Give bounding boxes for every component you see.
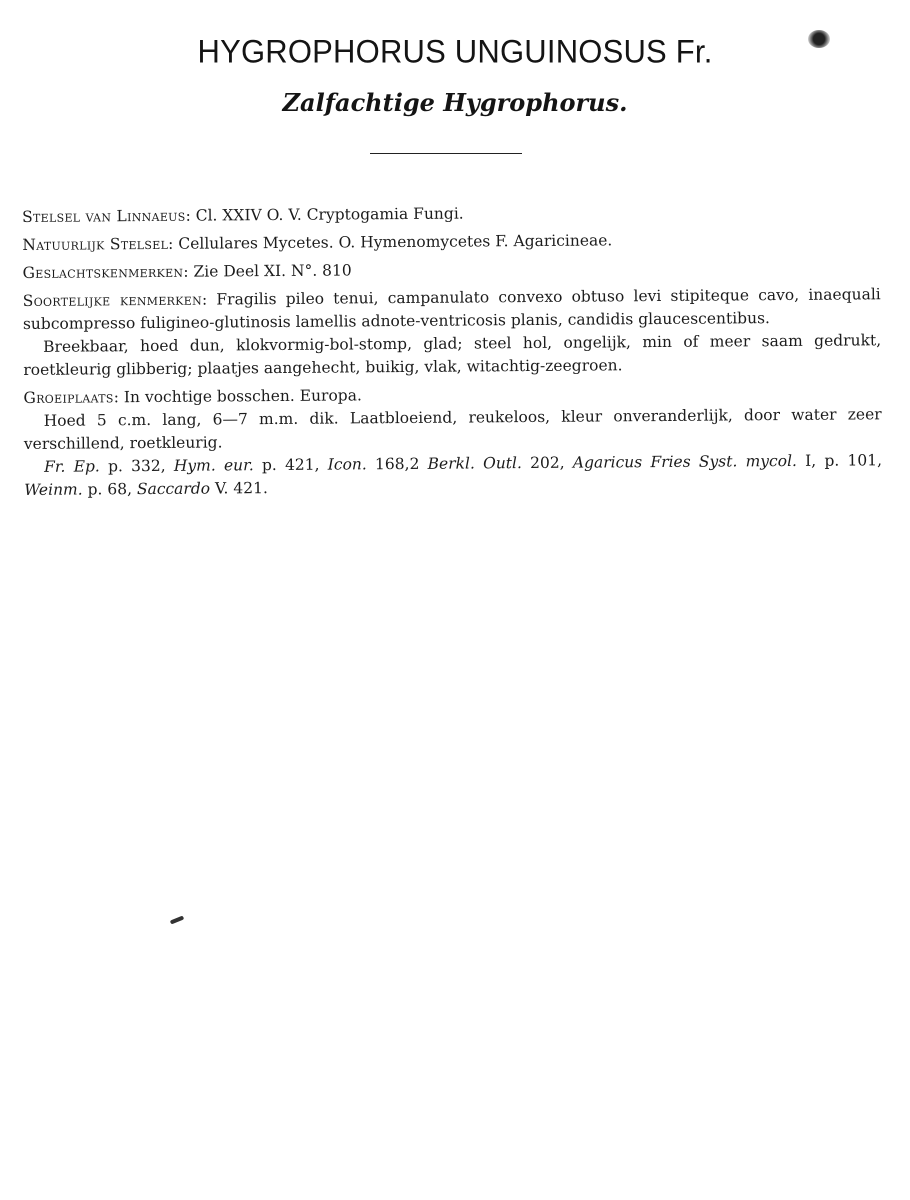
linnaeus-system-text: : Cl. XXIV O. V. Cryptogamia Fungi.: [185, 204, 464, 225]
natural-system-text: : Cellulares Mycetes. O. Hymenomycetes F. Agaricineae.: [168, 231, 613, 253]
linnaeus-system-line: [22, 199, 880, 229]
habitat-text: : In vochtige bosschen. Europa.: [113, 386, 362, 407]
title-divider: [370, 153, 522, 154]
ref-icon: Icon.: [327, 455, 367, 474]
natural-system-line: [22, 227, 880, 257]
ink-mark-decoration: [170, 916, 184, 925]
ref-weinm: Weinm.: [24, 480, 83, 499]
ref-fr: Fr.: [43, 457, 66, 476]
species-characters-text: : Fragilis pileo tenui, campanulato convexo obtuso levi stipiteque cavo, inaequali subcompresso fuligineo-glutinosis lamellis adnote-ventricosis planis, candidis glaucescentibus.: [22, 285, 881, 333]
genus-characters-line: [22, 255, 880, 285]
habitat-label: Groeiplaats: [23, 388, 114, 407]
ref-icon-num: 168,2: [366, 454, 428, 474]
ref-hym-page: p. 421,: [253, 455, 328, 475]
genus-characters-label: Geslachtskenmerken: [22, 262, 184, 282]
size-paragraph: Hoed 5 c.m. lang, 6—7 m.m. dik. Laatbloeiend, reukeloos, kleur onveranderlijk, door water zeer verschillend, roetkleurig.: [23, 405, 882, 453]
description-paragraph: Breekbaar, hoed dun, klokvormig-bol-stomp, glad; steel hol, ongelijk, min of meer saam gedrukt, roetkleurig glibberig; plaatjes aangehecht, buikig, vlak, witachtig-zeegroen.: [23, 331, 882, 379]
species-characters-label: Soortelijke kenmerken: [22, 290, 203, 310]
ref-ep-page: p. 332,: [99, 456, 174, 476]
page-subtitle: Zalfachtige Hygrophorus.: [282, 88, 628, 117]
ref-ep: Ep.: [73, 457, 100, 476]
ref-hym: Hym. eur.: [173, 456, 254, 475]
linnaeus-system-label: Stelsel van Linnaeus: [22, 206, 186, 226]
ref-berkl-num: 202,: [521, 453, 573, 473]
ref-weinm-page: p. 68,: [82, 480, 137, 499]
references-paragraph: [24, 449, 882, 502]
ref-berkl: Berkl. Outl.: [427, 454, 522, 473]
genus-characters-text: : Zie Deel XI. N°. 810: [183, 261, 352, 281]
species-characters-paragraph: [23, 283, 881, 336]
ref-saccardo-vol: V. 421.: [209, 479, 268, 498]
page-title: HYGROPHORUS UNGUINOSUS Fr.: [197, 33, 713, 70]
ref-saccardo: Saccardo: [136, 479, 211, 499]
ref-agaricus: Agaricus Fries Syst. mycol.: [572, 451, 797, 472]
document-body: [22, 199, 882, 507]
natural-system-label: Natuurlijk Stelsel: [22, 234, 169, 254]
ref-agaricus-vol: I, p. 101,: [796, 451, 883, 470]
